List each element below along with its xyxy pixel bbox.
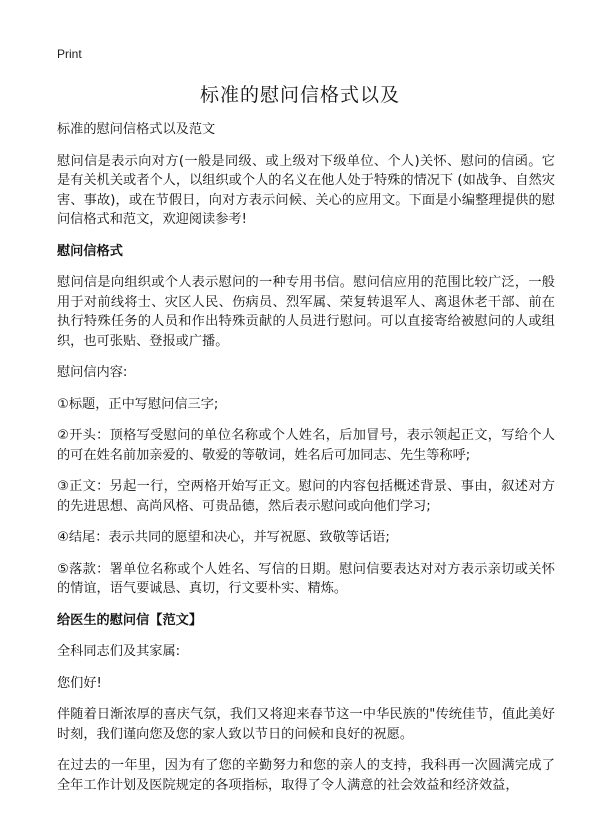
list-item: ①标题，正中写慰问信三字;	[57, 396, 219, 412]
content-label: 慰问信内容:	[57, 365, 128, 380]
list-item: ③正文：另起一行，空两格开始写正文。慰问的内容包括概述背景、事由，叙述对方的先进思想、高尚风格、可贵品德，然后表示慰问或向他们学习;	[57, 479, 555, 514]
letter-paragraph: 伴随着日渐浓厚的喜庆气氛，我们又将迎来春节这一中华民族的"传统佳节，值此美好时刻，我们谨向您及您的家人致以节日的问候和良好的祝愿。	[57, 707, 555, 742]
letter-paragraph: 在过去的一年里，因为有了您的辛勤努力和您的亲人的支持，我科再一次圆满完成了全年工作计划及医院规定的各项指标，取得了令人满意的社会效益和经济效益，	[57, 758, 555, 793]
section-heading-format: 慰问信格式	[57, 243, 123, 259]
document-body	[57, 120, 555, 807]
section-heading-sample: 给医生的慰问信【范文】	[57, 612, 203, 628]
document-subtitle: 标准的慰问信格式以及范文	[57, 122, 216, 137]
page-title: 标准的慰问信格式以及	[199, 84, 400, 106]
greeting: 您们好!	[57, 675, 102, 691]
format-paragraph: 慰问信是向组织或个人表示慰问的一种专用书信。慰问信应用的范围比较广泛，一般用于对前线将士、灾区人民、伤病员、烈军属、荣复转退军人、离退休老干部、前在执行特殊任务的人员和作出特殊贡献的人员进行慰问。可以直接寄给被慰问的人或组织，也可张贴、登报或广播。	[57, 275, 555, 349]
list-item: ②开头：顶格写受慰问的单位名称或个人姓名，后加冒号，表示领起正文，写给个人的可在姓名前加亲爱的、敬爱的等敬词，姓名后可加同志、先生等称呼;	[57, 428, 555, 463]
list-item: ④结尾：表示共同的愿望和决心，并写祝愿、致敬等话语;	[57, 530, 390, 545]
intro-paragraph: 慰问信是表示向对方(一般是同级、或上级对下级单位、个人)关怀、慰问的信函。它是有关机关或者个人，以组织或个人的名义在他人处于特殊的情况下 (如战争、自然灾害、事故)，或在节假日，向对方表示问候、关心的应用文。下面是小编整理提供的慰问信格式和范文，欢迎阅读参考!	[57, 153, 555, 227]
list-item: ⑤落款：署单位名称或个人姓名、写信的日期。慰问信要表达对对方表示亲切或关怀的情谊，语气要诚恳、真切，行文要朴实、精炼。	[57, 561, 555, 596]
print-label: Print	[57, 47, 82, 61]
salutation: 全科同志们及其家属:	[57, 644, 181, 659]
